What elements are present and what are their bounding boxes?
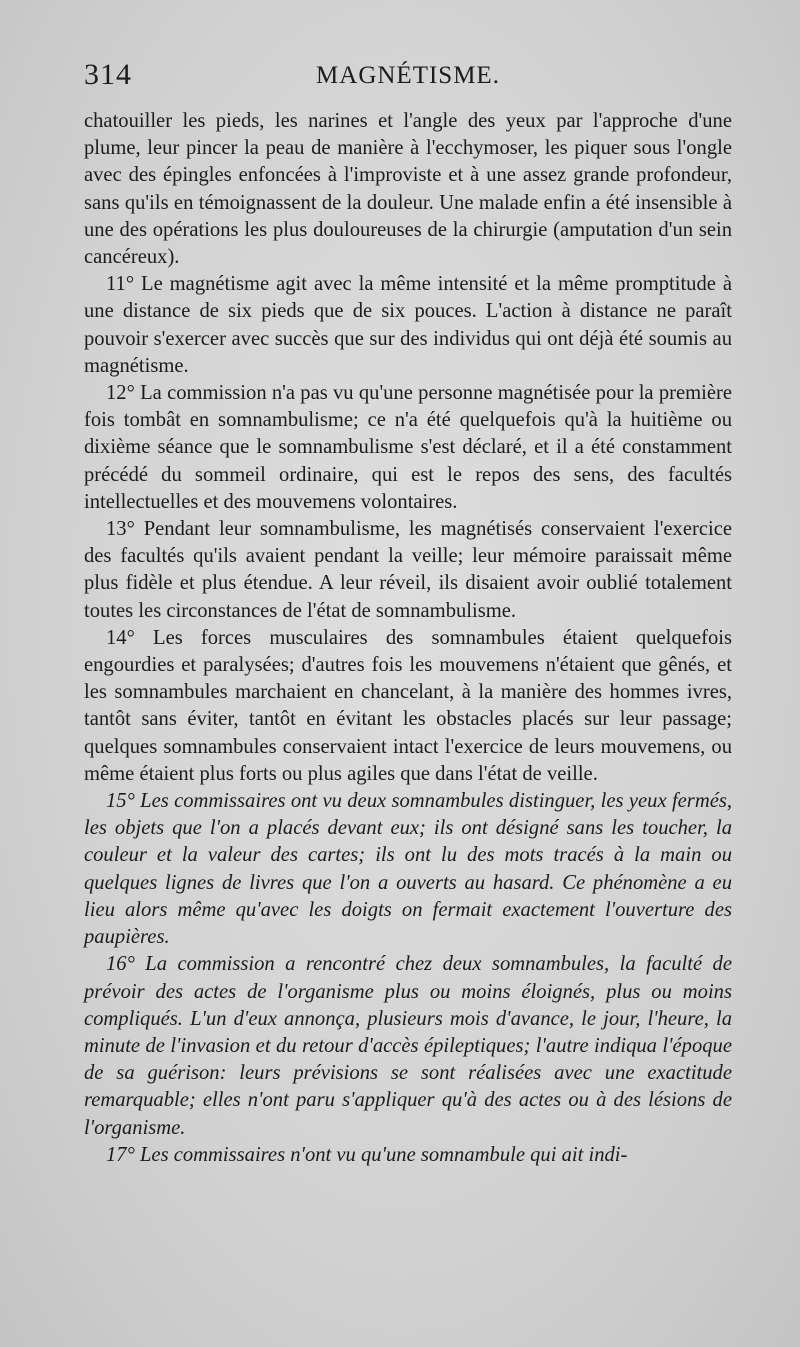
paragraph-item-16: 16° La commission a rencontré chez deux somnambules, la faculté de prévoir des actes de l'organisme plus ou moins éloignés, plus ou moins compliqués. L'un d'eux annonça, plusieurs mois d'avance, le jour, l'heure, la minute de l'invasion et du retour d'accès épileptiques; l'autre indiqua l'époque de sa guérison: leurs prévisions se sont réalisées avec une exactitude remarquable; elles n'ont paru s'appliquer qu'à des actes ou à des lésions de l'organisme. bbox=[84, 953, 732, 1139]
running-title: MAGNÉTISME. bbox=[316, 62, 500, 89]
paragraph-item-15: 15° Les commissaires ont vu deux somnambules distinguer, les yeux fermés, les objets que l'on a placés devant eux; ils ont désigné sans les toucher, la couleur et la valeur des cartes; ils ont lu des mots tracés à la main ou quelques lignes de livres que l'on a ouverts au hasard. Ce phénomène a eu lieu alors même qu'avec les doigts on fermait exactement l'ouverture des paupières. bbox=[84, 790, 732, 949]
paragraph-continuation: chatouiller les pieds, les narines et l'angle des yeux par l'approche d'une plume, leur pincer la peau de manière à l'ecchymoser, les piquer sous l'ongle avec des épingles enfoncées à l'improviste et à une assez grande profondeur, sans qu'ils en témoignassent de la douleur. Une malade enfin a été insensible à une des opérations les plus douloureuses de la chirurgie (amputation d'un sein cancéreux). bbox=[84, 110, 732, 269]
paragraph-item-13: 13° Pendant leur somnambulisme, les magnétisés conservaient l'exercice des facultés qu'ils avaient pendant la veille; leur mémoire paraissait même plus fidèle et plus étendue. A leur réveil, ils disaient avoir oublié totalement toutes les circonstances de l'état de somnambulisme. bbox=[84, 518, 732, 622]
paragraph-item-17: 17° Les commissaires n'ont vu qu'une somnambule qui ait indi- bbox=[106, 1143, 628, 1166]
page-header bbox=[84, 58, 732, 102]
page-number: 314 bbox=[84, 58, 132, 91]
paragraph-item-11: 11° Le magnétisme agit avec la même intensité et la même promptitude à une distance de six pieds que de six pouces. L'action à distance ne paraît pouvoir s'exercer avec succès que sur des individus qui ont déjà été soumis au magnétisme. bbox=[84, 273, 732, 377]
paragraph-item-14: 14° Les forces musculaires des somnambules étaient quelquefois engourdies et paralysées; d'autres fois les mouvemens n'étaient que gênés, et les somnambules marchaient en chancelant, à la manière des hommes ivres, tantôt sans éviter, tantôt en évitant les obstacles placés sur leur passage; quelques somnambules conservaient intact l'exercice de leurs mouvemens, ou même étaient plus forts ou plus agiles que dans l'état de veille. bbox=[84, 626, 732, 785]
paragraph-item-12: 12° La commission n'a pas vu qu'une personne magnétisée pour la première fois tombât en somnambulisme; ce n'a été quelquefois qu'à la huitième ou dixième séance que le somnambulisme s'est déclaré, et il a été constamment précédé du sommeil ordinaire, qui est le repos des sens, des facultés intellectuelles et des mouvemens volontaires. bbox=[84, 382, 732, 513]
body-text bbox=[84, 108, 732, 1169]
